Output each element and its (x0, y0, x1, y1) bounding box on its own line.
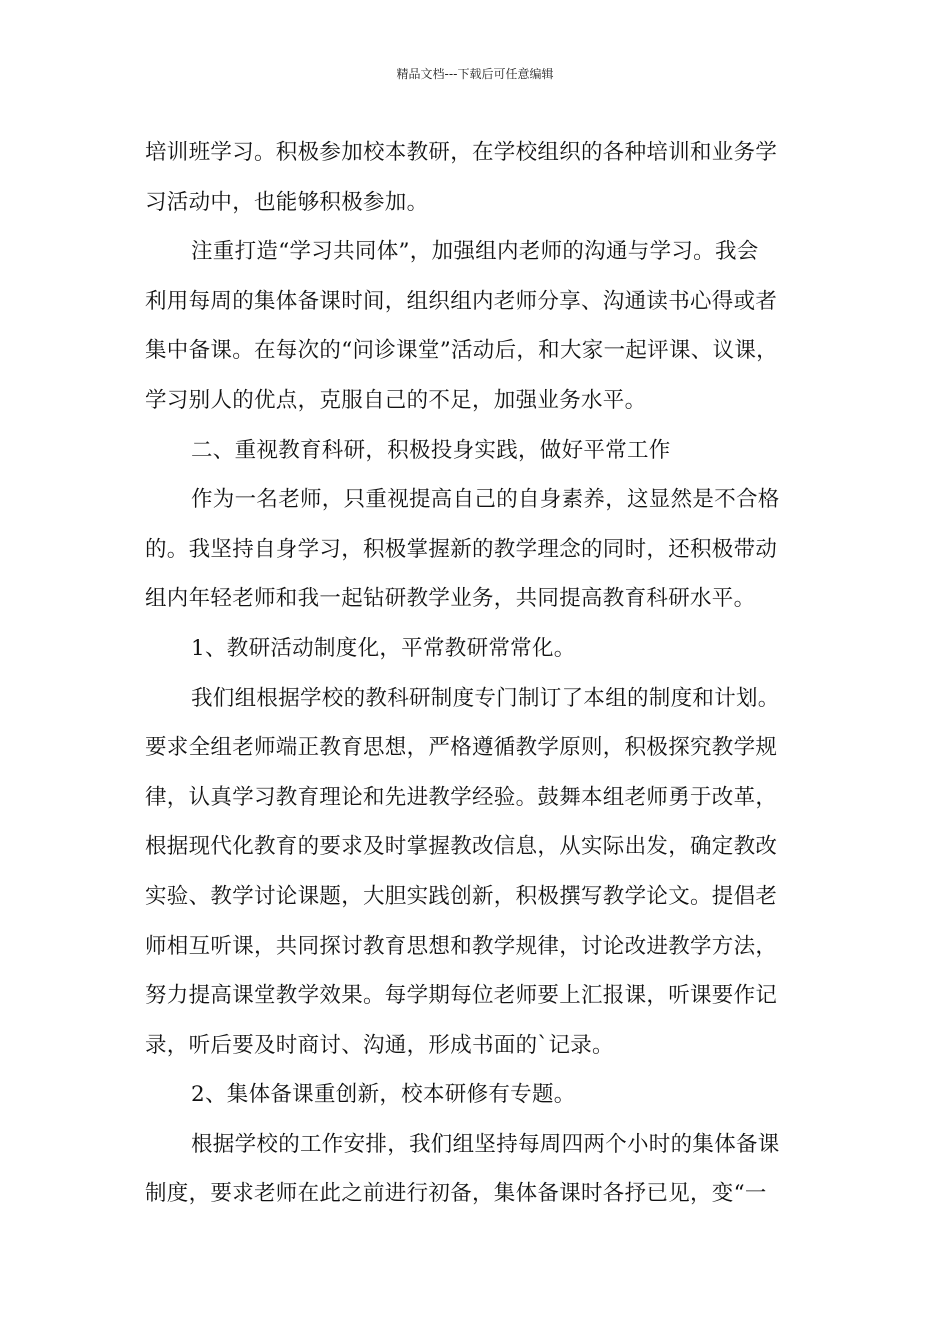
text-line: 注重打造“学习共同体”，加强组内老师的沟通与学习。我会 (191, 239, 759, 265)
text-line: 根据学校的工作安排，我们组坚持每周四两个小时的集体备课 (191, 1131, 780, 1157)
text-line: 要求全组老师端正教育思想，严格遵循教学原则，积极探究教学规 (145, 735, 778, 761)
text-line: 根据现代化教育的要求及时掌握教改信息，从实际出发，确定教改 (145, 834, 778, 860)
text-line: 集中备课。在每次的“问诊课堂”活动后，和大家一起评课、议课， (145, 338, 778, 364)
text-line: 努力提高课堂教学效果。每学期每位老师要上汇报课，听课要作记 (145, 983, 778, 1009)
text-line: 培训班学习。积极参加校本教研，在学校组织的各种培训和业务学 (145, 140, 778, 165)
text-line: 我们组根据学校的教科研制度专门制订了本组的制度和计划。 (191, 685, 780, 711)
text-line: 二、重视教育科研，积极投身实践，做好平常工作 (191, 437, 671, 463)
text-line: 习活动中，也能够积极参加。 (145, 189, 429, 215)
text-line: 1、教研活动制度化，平常教研常常化。 (191, 635, 576, 661)
text-line: 作为一名老师，只重视提高自己的自身素养，这显然是不合格 (191, 487, 780, 513)
text-line: 制度，要求老师在此之前进行初备，集体备课时各抒已见，变“一 (145, 1181, 767, 1207)
text-line: 组内年轻老师和我一起钻研教学业务，共同提高教育科研水平。 (145, 586, 756, 612)
text-line: 利用每周的集体备课时间，组织组内老师分享、沟通读书心得或者 (145, 288, 778, 314)
text-line: 2、集体备课重创新，校本研修有专题。 (191, 1082, 576, 1108)
text-line: 学习别人的优点，克服自己的不足，加强业务水平。 (145, 387, 647, 413)
page-header: 精品文档---下载后可任意编辑 (396, 67, 554, 81)
document-body (145, 128, 817, 1219)
text-line: 的。我坚持自身学习，积极掌握新的教学理念的同时，还积极带动 (145, 536, 778, 562)
text-line: 实验、教学讨论课题，大胆实践创新，积极撰写教学论文。提倡老 (145, 883, 778, 909)
text-line: 师相互听课，共同探讨教育思想和教学规律，讨论改进教学方法， (145, 933, 778, 959)
text-line: 律，认真学习教育理论和先进教学经验。鼓舞本组老师勇于改革， (145, 784, 778, 810)
text-line: 录，听后要及时商讨、沟通，形成书面的`记录。 (145, 1032, 614, 1058)
